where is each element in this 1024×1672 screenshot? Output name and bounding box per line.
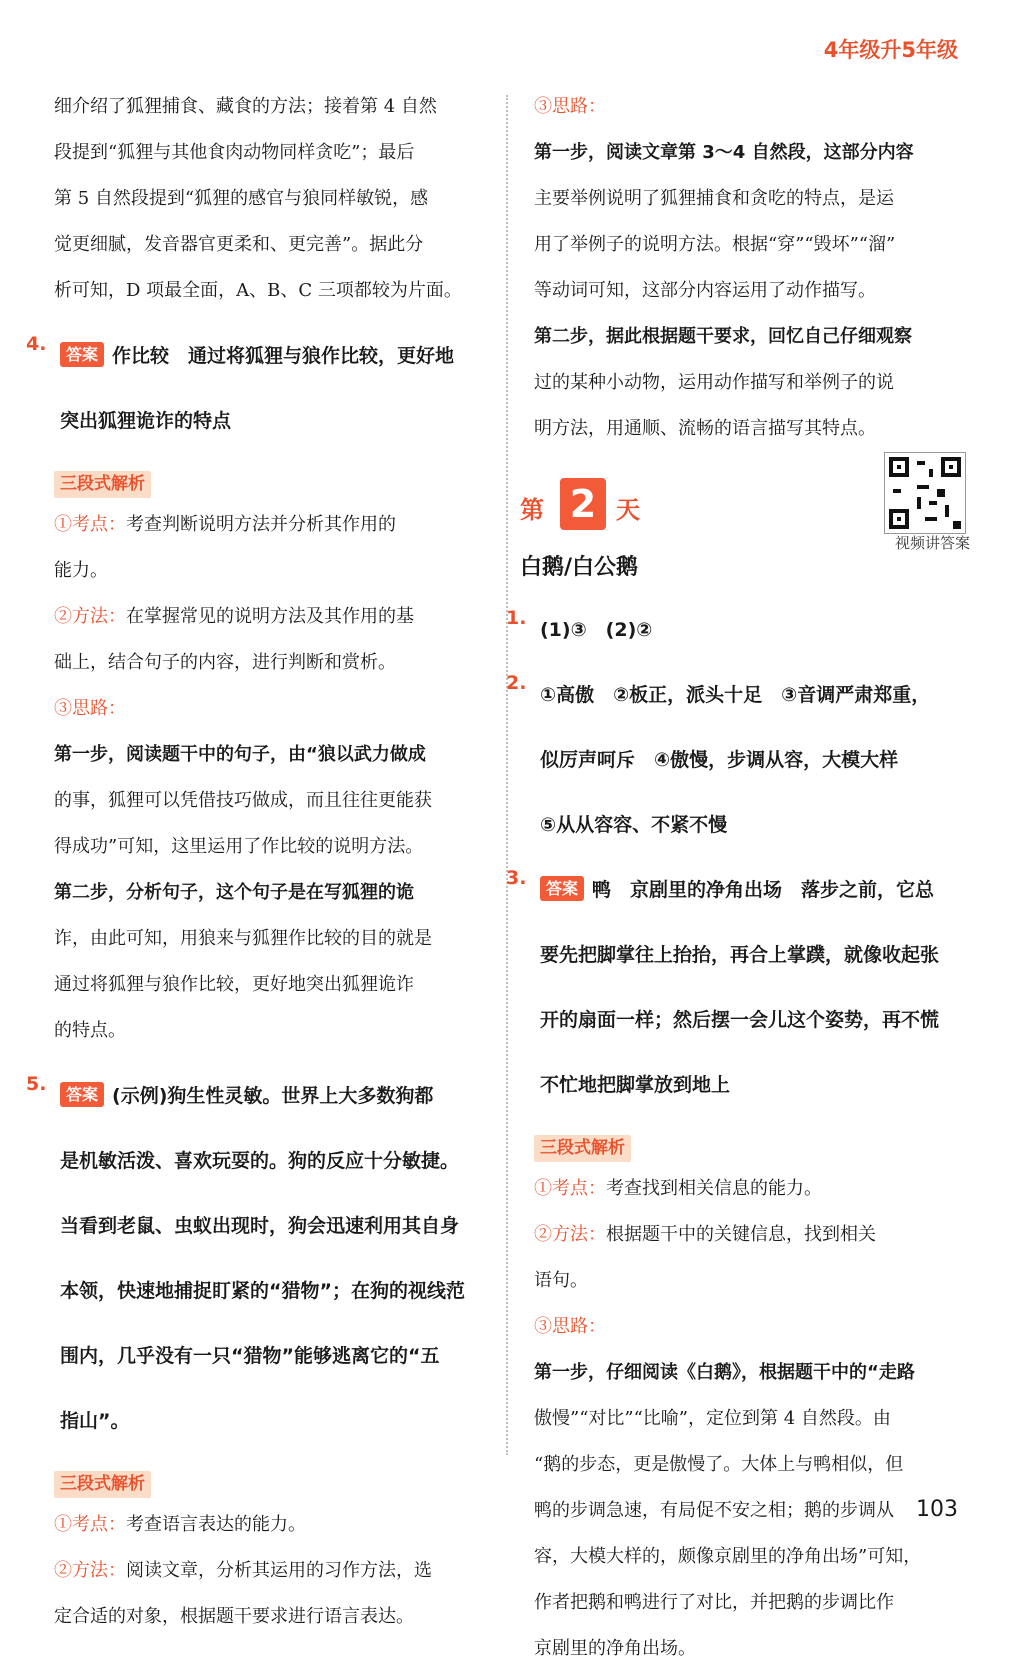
day-suffix: 天 [616, 496, 640, 524]
answer-line: 鸭 京剧里的净角出场 落步之前，它总 [592, 879, 935, 901]
grade-label: 4年级升5年级 [823, 38, 958, 62]
silu-label: ③思路： [54, 698, 126, 719]
right-column [506, 84, 970, 1672]
text-line: 考查找到相关信息的能力。 [606, 1178, 822, 1199]
answer-line: ⑤从从容容、不紧不慢 [540, 814, 728, 836]
silu-label: ③思路： [534, 1316, 606, 1337]
answer-badge: 答案 [60, 342, 104, 367]
left-column [26, 84, 490, 1640]
text-line: 过的某种小动物，运用动作描写和举例子的说 [534, 372, 894, 393]
question-2 [506, 672, 970, 848]
text-line: 第一步，阅读文章第 3～4 自然段，这部分内容 [534, 142, 914, 163]
q4-analysis [40, 502, 490, 1054]
answer-badge: 答案 [540, 876, 584, 901]
fangfa-label: ②方法： [54, 1560, 126, 1581]
answer-line: 不忙地把脚掌放到地上 [540, 1074, 731, 1096]
text-line: 段提到“狐狸与其他食肉动物同样贪吃”；最后 [54, 142, 415, 163]
day-prefix: 第 [520, 496, 544, 524]
text-line: 第一步，阅读题干中的句子，由“狼以武力做成 [54, 744, 426, 765]
text-line: 觉更细腻，发音器官更柔和、更完善”。据此分 [54, 234, 424, 255]
text-line: 作者把鹅和鸭进行了对比，并把鹅的步调比作 [534, 1592, 894, 1613]
page-number: 103 [916, 1497, 958, 1522]
text-line: 容，大模大样的，颇像京剧里的净角出场”可知， [534, 1546, 922, 1567]
lesson-title: 白鹅/白公鹅 [520, 555, 639, 580]
text-line: 明方法，用通顺、流畅的语言描写其特点。 [534, 418, 876, 439]
text-line: 能力。 [54, 560, 108, 581]
text-line: 析可知，D 项最全面，A、B、C 三项都较为片面。 [54, 280, 462, 301]
answer-line: 本领，快速地捕捉盯紧的“猎物”；在狗的视线范 [60, 1280, 465, 1302]
question-number: 5. [26, 1073, 47, 1095]
answer-line: (示例)狗生性灵敏。世界上大多数狗都 [112, 1085, 434, 1107]
text-line: 傲慢”“对比”“比喻”，定位到第 4 自然段。由 [534, 1408, 891, 1429]
q5-analysis [40, 1502, 490, 1640]
text-line: 语句。 [534, 1270, 588, 1291]
qr-code-icon[interactable] [884, 452, 966, 534]
question-number: 4. [26, 333, 47, 355]
text-line: 阅读文章，分析其运用的习作方法，选 [126, 1560, 432, 1581]
kaodian-label: ①考点： [54, 514, 126, 535]
text-line: 第二步，分析句子，这个句子是在写狐狸的诡 [54, 882, 414, 903]
q3-analysis [520, 1166, 970, 1672]
text-line: 础上，结合句子的内容，进行判断和赏析。 [54, 652, 396, 673]
question-3 [506, 867, 970, 1108]
text-line: 在掌握常见的说明方法及其作用的基 [126, 606, 414, 627]
text-line: 的事，狐狸可以凭借技巧做成，而且往往更能获 [54, 790, 432, 811]
answer-line: 要先把脚掌往上抬抬，再合上掌蹼，就像收起张 [540, 944, 940, 966]
text-line: 定合适的对象，根据题干要求进行语言表达。 [54, 1606, 414, 1627]
answer-line: 似厉声呵斥 ④傲慢，步调从容，大模大样 [540, 749, 899, 771]
text-line: 第 5 自然段提到“狐狸的感官与狼同样敏锐，感 [54, 188, 429, 209]
text-line: 的特点。 [54, 1020, 126, 1041]
answer-line: 指山”。 [60, 1410, 130, 1432]
text-line: 得成功”可知，这里运用了作比较的说明方法。 [54, 836, 424, 857]
text-line: “鹅的步态，更是傲慢了。大体上与鸭相似，但 [534, 1454, 904, 1475]
kaodian-label: ①考点： [54, 1514, 126, 1535]
answer-line: ①高傲 ②板正，派头十足 ③音调严肃郑重， [540, 684, 931, 706]
text-line: 用了举例子的说明方法。根据“穿”“毁坏”“溜” [534, 234, 896, 255]
answer-line: (1)③ (2)② [540, 619, 653, 641]
continued-paragraph [40, 84, 490, 314]
qr-caption: 视频讲答案 [894, 534, 970, 552]
column-divider [506, 95, 508, 1455]
text-line: 诈，由此可知，用狼来与狐狸作比较的目的就是 [54, 928, 432, 949]
text-line: 主要举例说明了狐狸捕食和贪吃的特点，是运 [534, 188, 894, 209]
text-line: 考查语言表达的能力。 [126, 1514, 306, 1535]
question-number: 1. [506, 607, 527, 629]
question-4 [26, 333, 490, 444]
day-number: 2 [560, 478, 606, 530]
text-line: 细介绍了狐狸捕食、藏食的方法；接着第 4 自然 [54, 96, 437, 117]
text-line: 等动词可知，这部分内容运用了动作描写。 [534, 280, 876, 301]
silu-label: ③思路： [534, 96, 606, 117]
kaodian-label: ①考点： [534, 1178, 606, 1199]
question-5 [26, 1073, 490, 1444]
text-line: 考查判断说明方法并分析其作用的 [126, 514, 396, 535]
question-number: 3. [506, 867, 527, 889]
text-line: 根据题干中的关键信息，找到相关 [606, 1224, 876, 1245]
answer-badge: 答案 [60, 1082, 104, 1107]
fangfa-label: ②方法： [54, 606, 126, 627]
analysis-tag: 三段式解析 [54, 1471, 151, 1498]
answer-line: 当看到老鼠、虫蚁出现时，狗会迅速利用其自身 [60, 1215, 460, 1237]
fangfa-label: ②方法： [534, 1224, 606, 1245]
q5-silu-continued [520, 84, 970, 452]
question-1 [506, 607, 970, 653]
answer-line: 围内，几乎没有一只“猎物”能够逃离它的“五 [60, 1345, 440, 1367]
text-line: 通过将狐狸与狼作比较，更好地突出狐狸诡诈 [54, 974, 414, 995]
answer-line: 作比较 通过将狐狸与狼作比较，更好地 [112, 345, 455, 367]
analysis-tag: 三段式解析 [534, 1135, 631, 1162]
answer-line: 开的扇面一样；然后摆一会儿这个姿势，再不慌 [540, 1009, 940, 1031]
analysis-tag: 三段式解析 [54, 471, 151, 498]
text-line: 第二步，据此根据题干要求，回忆自己仔细观察 [534, 326, 912, 347]
answer-line: 突出狐狸诡诈的特点 [60, 410, 232, 432]
question-number: 2. [506, 672, 527, 694]
day-header [520, 472, 970, 552]
answer-line: 是机敏活泼、喜欢玩耍的。狗的反应十分敏捷。 [60, 1150, 460, 1172]
text-line: 第一步，仔细阅读《白鹅》，根据题干中的“走路 [534, 1362, 915, 1383]
text-line: 京剧里的净角出场。 [534, 1638, 696, 1659]
text-line: 鸭的步调急速，有局促不安之相；鹅的步调从 [534, 1500, 894, 1521]
